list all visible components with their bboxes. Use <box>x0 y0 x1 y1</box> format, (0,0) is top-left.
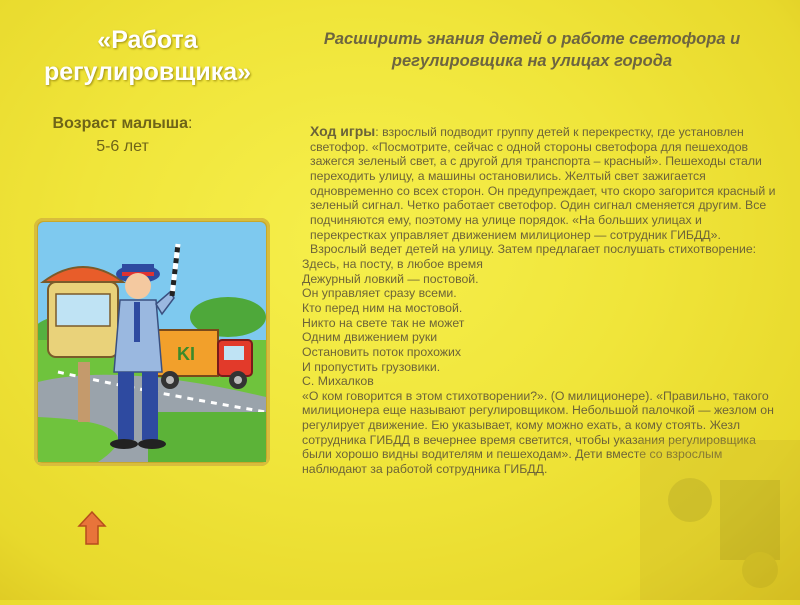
up-arrow-icon <box>77 510 107 546</box>
title-line-2: регулировщика» <box>43 58 252 86</box>
poem-line: Одним движением руки <box>302 330 438 345</box>
goal-subtitle: Расширить знания детей о работе светофора и регулировщика на улицах города <box>323 30 741 70</box>
nav-up-button[interactable] <box>77 510 107 551</box>
game-intro-text: взрослый подводит группу детей к перекрестку, где установлен светофор. «Посмотрите, сейчас с одной стороны светофора для пешеходов зажегся зеленый свет, а с другой для транспорта – красный». Пешеходы стали переходить улицу, а машины остановились. Желтый свет зажигается одновременно со всех сторон. Он предупреждает, что скоро загорится красный и зеленый сигнал. Четко работает светофор. Один сигнал сменяется другим. Все подчиняются ему, поэтому на улице порядок. «На больших улицах и перекрестках управляет движением милиционер — сотрудник ГИБДД». Взрослый ведет детей на улицу. Затем предлагает послушать стихотворение: <box>310 125 776 257</box>
decorative-photo <box>640 440 800 600</box>
game-outro: «О ком говорится в этом стихотворении?». (О милиционере). «Правильно, такого милиционера еще называют регулировщиком. Небольшой палочкой — жезлом он регулирует движение. Ею указывает, кому можно ехать, а кому стоять. Жезл сотрудника ГИБДД в вечернее время светится, чтобы указания регулировщика были хорошо видны водителям и пешеходам». Дети вместе со взрослым наблюдают за работой сотрудника ГИБДД. <box>302 388 774 477</box>
age-value: 5-6 лет <box>96 138 149 155</box>
game-intro <box>302 124 778 257</box>
poem-line: Он управляет сразу всеми. <box>302 286 457 301</box>
poem-line: Дежурный ловкий — постовой. <box>302 271 479 286</box>
game-lead-colon: : <box>375 125 379 139</box>
poem-line: И пропустить грузовики. <box>302 359 441 374</box>
game-description <box>302 124 778 477</box>
traffic-controller-illustration <box>38 222 266 462</box>
truck-label: KI <box>177 344 195 364</box>
poem-line: Остановить поток прохожих <box>302 344 462 359</box>
age-label-colon: : <box>188 115 193 132</box>
page-title <box>20 24 275 88</box>
age-label-text: Возраст малыша <box>52 115 189 132</box>
poem-author: С. Михалков <box>302 374 374 389</box>
poem-line: Кто перед ним на мостовой. <box>302 300 463 315</box>
traffic-controller-picture <box>34 218 270 466</box>
title-line-1: «Работа <box>97 26 198 54</box>
poem-line: Здесь, на посту, в любое время <box>302 256 483 271</box>
game-lead-label: Ход игры <box>310 123 376 139</box>
background-photo-decoration <box>640 440 800 600</box>
age-label <box>10 114 235 134</box>
poem-line: Никто на свете так не может <box>302 315 465 330</box>
